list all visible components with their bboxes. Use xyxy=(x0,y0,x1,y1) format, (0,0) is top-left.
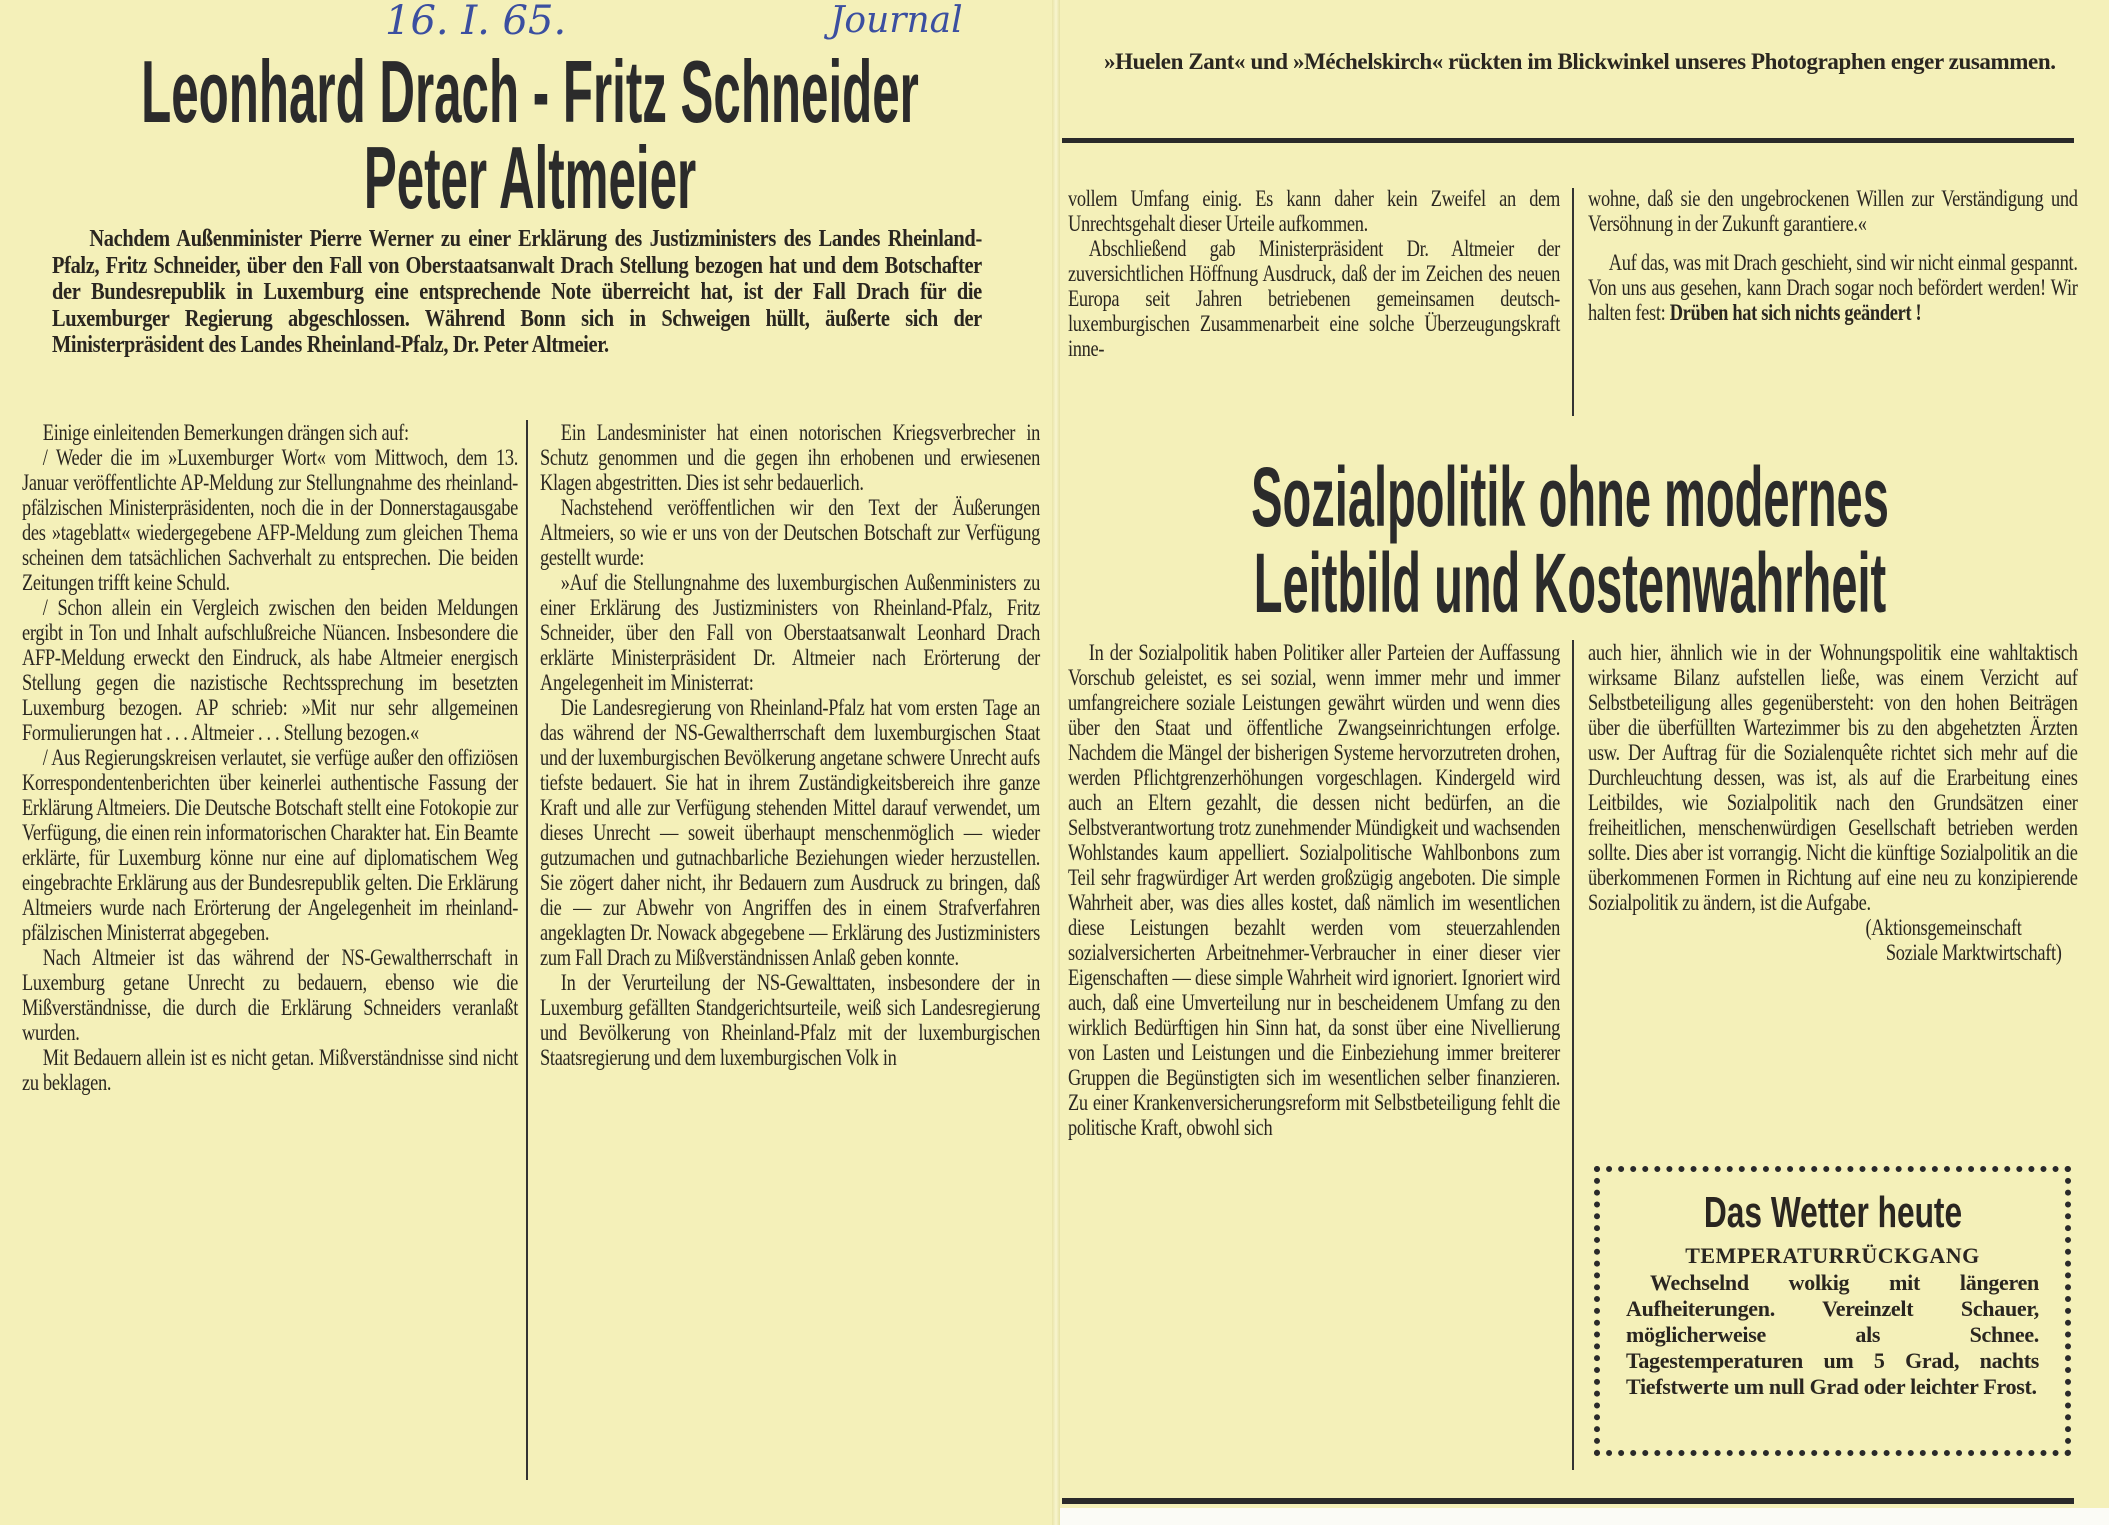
photo-caption: »Huelen Zant« und »Méchelskirch« rückten im Blickwinkel unseres Photographen enger zusammen. xyxy=(1104,49,2056,74)
paragraph: Abschließend gab Ministerpräsident Dr. Altmeier der zuversichtlichen Höffnung Ausdruck, daß der im Zeichen des neuen Europa seit Jahren betriebenen gemeinsamen deutsch-luxemburgischen Zusammenarbeit eine solche Überzeugungskraft inne- xyxy=(1068,236,1560,361)
signature: (Aktionsgemeinschaft xyxy=(1865,915,2022,940)
paragraph: Die Landesregierung von Rheinland-Pfalz hat vom ersten Tage an das während der NS-Gewaltherrschaft dem luxemburgischen Staat und der luxemburgischen Bevölkerung angetane schwere Unrecht aufs tiefste bedauert. Sie hat in ihrem Zuständigkeitsbereich ihre ganze Kraft und alle zur Verfügung stehenden Mittel darauf verwendet, um dieses Unrecht — soweit überhaupt menschenmöglich — wieder gutzumachen und gutnachbarliche Beziehungen wieder herzustellen. Sie zögert daher nicht, ihr Bedauern zum Ausdruck zu bringen, daß die — zur Abwehr von Angriffen des in einem Strafverfahren angeklagten Dr. Nowack abgegebene — Erklärung des Justizministers zum Fall Drach zu Mißverständnissen Anlaß geben konnte. xyxy=(540,695,1040,970)
weather-text: Wechselnd wolkig mit längeren Aufheiterungen. Vereinzelt Schauer, möglicherweise als Schnee. Tagestemperaturen um 5 Grad, nachts Tiefstwerte um null Grad oder leichter Frost. xyxy=(1626,1270,2039,1399)
paragraph: vollem Umfang einig. Es kann daher kein Zweifel an dem Unrechtsgehalt dieser Urteile aufkommen. xyxy=(1068,186,1560,236)
article1-column2 xyxy=(540,420,1040,1070)
article1-headline-line1: Leonhard Drach - Fritz Schneider xyxy=(141,42,919,141)
weather-title: Das Wetter heute xyxy=(1703,1188,1962,1237)
paragraph: In der Sozialpolitik haben Politiker aller Parteien der Auffassung Vorschub geleistet, es sei sozial, wenn immer mehr und immer umfangreichere soziale Leistungen gewährt würden und wenn dies über den Staat und öffentliche Zwangseinrichtungen erfolge. Nachdem die Mängel der bisherigen Systeme hervorzutreten drohen, werden Pflichtgrenzerhöhungen vorgeschlagen. Kindergeld wird auch an Eltern gezahlt, die dessen nicht bedürfen, an die Selbstverantwortung trotz zunehmender Mündigkeit und wachsenden Wohlstandes kaum appelliert. Sozialpolitische Wahlbonbons zum Teil sehr fragwürdiger Art werden großzügig angeboten. Die simple Wahrheit aber, was dies alles kostet, daß nämlich im wesentlichen diese Leistungen bezahlt werden vom steuerzahlenden sozialversicherten Arbeitnehmer-Verbraucher in einer dieser vier Eigenschaften — diese simple Wahrheit wird ignoriert. Ignoriert wird auch, daß eine Umverteilung nur in bescheidenem Umfang zu den wirklich Bedürftigen hin Sinn hat, da sonst über eine Nivellierung von Lasten und Leistungen und die Einbeziehung immer breiterer Gruppen die Begünstigten sich im wesentlichen selber finanzieren. Zu einer Krankenversicherungsreform mit Selbstbeteiligung fehlt die politische Kraft, obwohl sich xyxy=(1068,640,1560,1140)
page-fold xyxy=(1052,0,1060,1525)
paragraph: Ein Landesminister hat einen notorischen Kriegsverbrecher in Schutz genommen und die gegen ihn erhobenen und erwiesenen Klagen abgestritten. Dies ist sehr bedauerlich. xyxy=(540,420,1040,495)
paragraph: Nach Altmeier ist das während der NS-Gewaltherrschaft in Luxemburg getane Unrecht zu bedauern, ebenso wie die Mißverständnisse, die durch die Erklärung Schneiders veranlaßt wurden. xyxy=(22,945,519,1045)
column-divider xyxy=(1572,640,1574,1470)
paragraph: »Auf die Stellungnahme des luxemburgischen Außenministers zu einer Erklärung des Justizministers von Rheinland-Pfalz, Fritz Schneider, über den Fall von Oberstaatsanwalt Leonhard Drach erklärte Ministerpräsident Dr. Altmeier nach Erörterung der Angelegenheit im Ministerrat: xyxy=(540,570,1040,695)
weather-box xyxy=(1594,1166,2071,1456)
article1-column3 xyxy=(1068,186,1560,361)
article2-column2 xyxy=(1588,640,2078,965)
article1-lead: Nachdem Außenminister Pierre Werner zu einer Erklärung des Justizministers des Landes Rheinland-Pfalz, Fritz Schneider, über den Fall von Oberstaatsanwalt Drach Stellung bezogen hat und dem Botschafter der Bundesrepublik in Luxemburg eine entsprechende Note überreicht hat, ist der Fall Drach für die Luxemburger Regierung abgeschlossen. Während Bonn sich in Schweigen hüllt, äußerte sich der Ministerpräsident des Landes Rheinland-Pfalz, Dr. Peter Altmeier. xyxy=(52,226,982,358)
paragraph: / Schon allein ein Vergleich zwischen den beiden Meldungen ergibt in Ton und Inhalt aufschlußreiche Nüancen. Insbesondere die AFP-Meldung erweckt den Eindruck, als habe Altmeier energisch Stellung gegen die nazistische Rechtssprechung im besetzten Luxemburg bezogen. AP schrieb: »Mit nur sehr allgemeinen Formulierungen hat . . . Altmeier . . . Stellung bezogen.« xyxy=(22,595,519,745)
horizontal-rule xyxy=(1062,138,2074,143)
article1-column1 xyxy=(22,420,518,1095)
paragraph: / Aus Regierungskreisen verlautet, sie verfüge außer den offiziösen Korrespondentenberichten über keinerlei authentische Fassung der Erklärung Altmeiers. Die Deutsche Botschaft stellt eine Fotokopie zur Verfügung, die einen rein informatorischen Charakter hat. Ein Beamte erklärte, für Luxemburg könne nur eine auf diplomatischem Weg eingebrachte Erklärung aus der Bundesrepublik gelten. Die Erklärung Altmeiers wurde nach Erörterung der Angelegenheit im rheinland-pfälzischen Ministerrat abgegeben. xyxy=(22,745,519,945)
closing-statement: Drüben hat sich nichts geändert ! xyxy=(1669,300,1922,325)
article2-headline-line1: Sozialpolitik ohne modernes xyxy=(1251,450,1889,544)
paragraph: / Weder die im »Luxemburger Wort« vom Mittwoch, dem 13. Januar veröffentlichte AP-Meldung zur Stellungnahme des rheinland-pfälzischen Ministerpräsidenten, noch die in der Donnerstagausgabe des »tageblatt« wiedergegebene AFP-Meldung zum gleichen Thema scheinen dem tatsächlichen Sachverhalt zu entsprechen. Die beiden Zeitungen trifft keine Schuld. xyxy=(22,445,519,595)
article2-headline-line2: Leitbild und Kostenwahrheit xyxy=(1253,536,1887,630)
paper-edge xyxy=(1060,1508,2109,1525)
paragraph: Einige einleitenden Bemerkungen drängen sich auf: xyxy=(42,420,409,445)
paragraph: Auf das, was mit Drach geschieht, sind wir nicht einmal gespannt. Von uns aus gesehen, kann Drach sogar noch befördert werden! Wir halten fest: Drüben hat sich nichts geändert ! xyxy=(1588,250,2078,325)
paragraph: wohne, daß sie den ungebrockenen Willen zur Verständigung und Versöhnung in der Zukunft garantiere.« xyxy=(1588,186,2078,236)
weather-subtitle: TEMPERATURRÜCKGANG xyxy=(1685,1243,1980,1268)
article1-column4 xyxy=(1588,186,2078,325)
paragraph: Nachstehend veröffentlichen wir den Text der Äußerungen Altmeiers, so wie er uns von der Deutschen Botschaft zur Verfügung gestellt wurde: xyxy=(540,495,1040,570)
signature: Soziale Marktwirtschaft) xyxy=(1885,940,2062,965)
bottom-rule xyxy=(1062,1498,2074,1504)
paragraph: auch hier, ähnlich wie in der Wohnungspolitik eine wahltaktisch wirksame Bilanz aufstellen ließe, was einem Verzicht auf Selbstbeteiligung alles gegenübersteht: von den hohen Beiträgen über die überfüllten Wartezimmer bis zu den abgehetzten Ärzten usw. Der Auftrag für die Sozialenquête richtet sich mehr auf die Durchleuchtung dessen, was ist, als auf die Erarbeitung eines Leitbildes, wie Sozialpolitik nach den Grundsätzen einer freiheitlichen, menschenwürdigen Gesellschaft betrieben werden sollte. Dies aber ist vorrangig. Nicht die künftige Sozialpolitik an die überkommenen Formen in Richtung auf eine neu zu konzipierende Sozialpolitik zu ändern, ist die Aufgabe. xyxy=(1588,640,2078,915)
handwritten-date: 16. I. 65. xyxy=(385,0,567,44)
paragraph: Mit Bedauern allein ist es nicht getan. Mißverständnisse sind nicht zu beklagen. xyxy=(22,1045,519,1095)
column-divider xyxy=(1572,188,1574,416)
handwritten-source: Journal xyxy=(830,0,963,41)
column-divider xyxy=(526,420,528,1480)
article1-headline-line2: Peter Altmeier xyxy=(363,128,697,227)
article2-column1 xyxy=(1068,640,1560,1140)
paragraph: In der Verurteilung der NS-Gewalttaten, insbesondere der in Luxemburg gefällten Standgerichtsurteile, weiß sich Landesregierung und Bevölkerung von Rheinland-Pfalz mit der luxemburgischen Staatsregierung und dem luxemburgischen Volk in xyxy=(540,970,1040,1070)
